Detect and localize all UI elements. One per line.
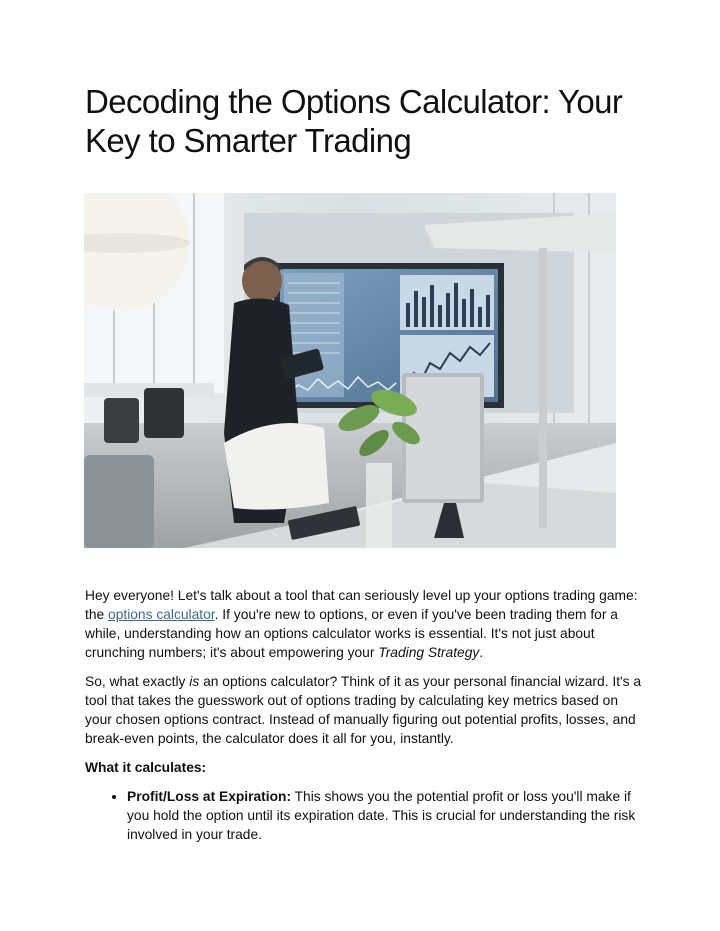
calculates-heading: What it calculates: (85, 760, 207, 775)
article-body (85, 586, 645, 844)
what-is-paragraph: So, what exactly is an options calculator? Think of it as your personal financial wizard. It's a tool that takes the guesswork out of options trading by calculating key metrics based on your chosen options contract. Instead of manually figuring out potential profits, losses, and break-even points, the calculator does it all for you, instantly. (85, 674, 642, 746)
trading-strategy-emphasis: Trading Strategy (378, 645, 480, 660)
options-calculator-link[interactable]: options calculator (108, 607, 215, 622)
intro-paragraph: Hey everyone! Let's talk about a tool that can seriously level up your options trading game: the options calculator. If you're new to options, or even if you've been trading them for a while, understanding how an options calculator works is essential. It's not just about crunching numbers; it's about empowering your Trading Strategy. (85, 588, 638, 660)
office-trading-photo (84, 193, 616, 548)
page-title: Decoding the Options Calculator: Your Key to Smarter Trading (85, 83, 623, 159)
calculates-list (85, 787, 645, 844)
list-item: • Profit/Loss at Expiration: This shows you the potential profit or loss you'll make if you hold the option until its expiration date. This is crucial for understanding the risk involved in your trade. (127, 787, 645, 844)
